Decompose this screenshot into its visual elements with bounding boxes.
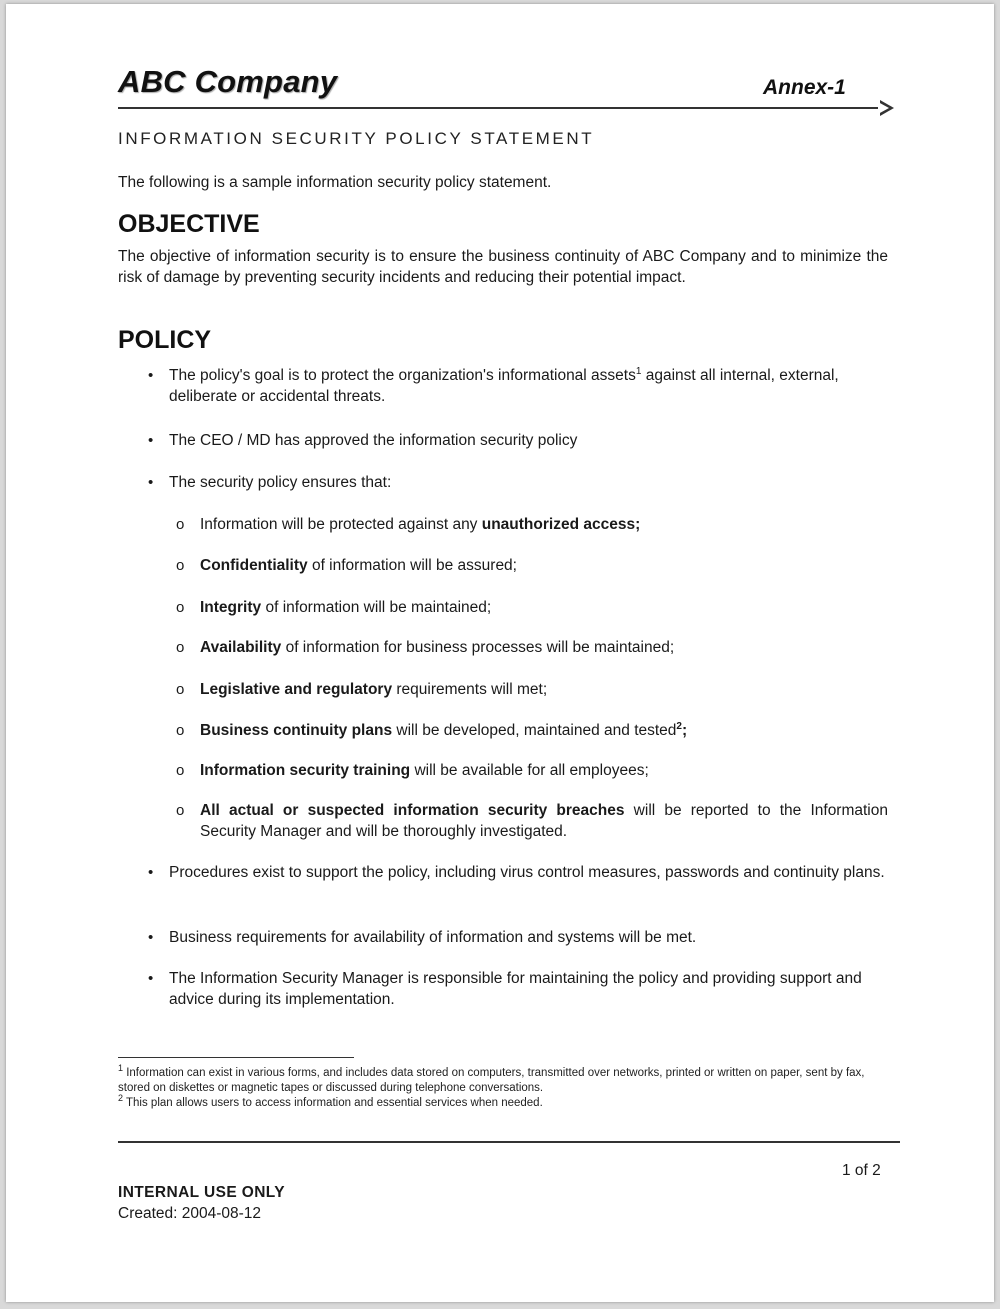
sub-list-item: o Business continuity plans will be developed, maintained and tested$^2$;: [176, 720, 688, 739]
objective-text: The objective of information security is to ensure the business continuity of ABC Company and to minimize the risk of damage by preventing security incidents and reducing their potential impact.: [118, 248, 888, 286]
circle-bullet-icon: o: [176, 599, 185, 616]
sub-list-item: o Legislative and regulatory requirements will met;: [176, 681, 548, 698]
list-item: [118, 472, 888, 493]
circle-bullet-icon: o: [176, 802, 185, 819]
bullet-text: Procedures exist to support the policy, including virus control measures, passwords and continuity plans.: [169, 864, 885, 881]
bullet-text: The security policy ensures that:: [169, 474, 392, 491]
classification-label: INTERNAL USE ONLY: [118, 1184, 285, 1201]
bullet-icon: •: [148, 367, 154, 384]
footnote-1: $^1$ Information can exist in various forms, and includes data stored on computers, transmitted over networks, printed or written on paper, sent by fax, stored on diskettes or magnetic tapes or discussed during telephone conversations.: [118, 1063, 865, 1094]
sub-list-item: o Information security training will be available for all employees;: [176, 762, 649, 779]
list-item: [118, 862, 888, 904]
footnotes: [118, 1063, 878, 1111]
bullet-icon: •: [148, 970, 154, 987]
bullet-text: Business requirements for availability of information and systems will be met.: [169, 929, 697, 946]
circle-bullet-icon: o: [176, 557, 185, 574]
document-page: [6, 4, 994, 1302]
bullet-icon: •: [148, 474, 154, 491]
policy-heading: POLICY: [118, 326, 212, 354]
list-item: [118, 968, 888, 1010]
page-number: 1 of 2: [842, 1162, 881, 1179]
list-item: [118, 430, 888, 451]
circle-bullet-icon: o: [176, 639, 185, 656]
sub-list-item: o Integrity of information will be maintained;: [176, 599, 492, 616]
document-subtitle: INFORMATION SECURITY POLICY STATEMENT: [118, 129, 595, 148]
footnote-separator: [118, 1057, 354, 1058]
footnote-ref[interactable]: 1: [635, 365, 642, 377]
bullet-text: The CEO / MD has approved the information security policy: [169, 432, 578, 449]
sub-list-item: o Availability of information for business processes will be maintained;: [176, 639, 675, 656]
objective-heading: OBJECTIVE: [118, 210, 260, 238]
sub-list-item: o Information will be protected against any unauthorized access;: [176, 516, 641, 533]
bullet-text: The Information Security Manager is responsible for maintaining the policy and providing support and advice during its implementation.: [169, 970, 862, 1008]
circle-bullet-icon: o: [176, 516, 185, 533]
intro-text: The following is a sample information security policy statement.: [118, 174, 552, 191]
footnote-2: $^2$ This plan allows users to access information and essential services when needed.: [118, 1093, 543, 1109]
footer-rule: [118, 1141, 900, 1143]
arrow-icon: [880, 100, 894, 116]
header-rule: [118, 107, 890, 109]
annex-label: Annex-1: [763, 76, 846, 99]
bullet-icon: •: [148, 864, 154, 881]
circle-bullet-icon: o: [176, 681, 185, 698]
list-item: [118, 927, 888, 948]
list-item: [118, 365, 888, 407]
company-title: ABC Company: [118, 64, 338, 99]
sub-list-item: o All actual or suspected information security breaches will be reported to the Information Security Manager and will be thoroughly investigated.: [176, 802, 888, 840]
bullet-icon: •: [148, 432, 154, 449]
footnote-ref[interactable]: 2: [676, 720, 682, 732]
bullet-text: The policy's goal is to protect the organization's informational assets$^1$ against all internal, external, deliberate or accidental threats.: [169, 365, 839, 405]
circle-bullet-icon: o: [176, 722, 185, 739]
sub-list-item: o Confidentiality of information will be assured;: [176, 557, 517, 574]
created-date: Created: 2004-08-12: [118, 1205, 262, 1222]
bullet-icon: •: [148, 929, 154, 946]
circle-bullet-icon: o: [176, 762, 185, 779]
